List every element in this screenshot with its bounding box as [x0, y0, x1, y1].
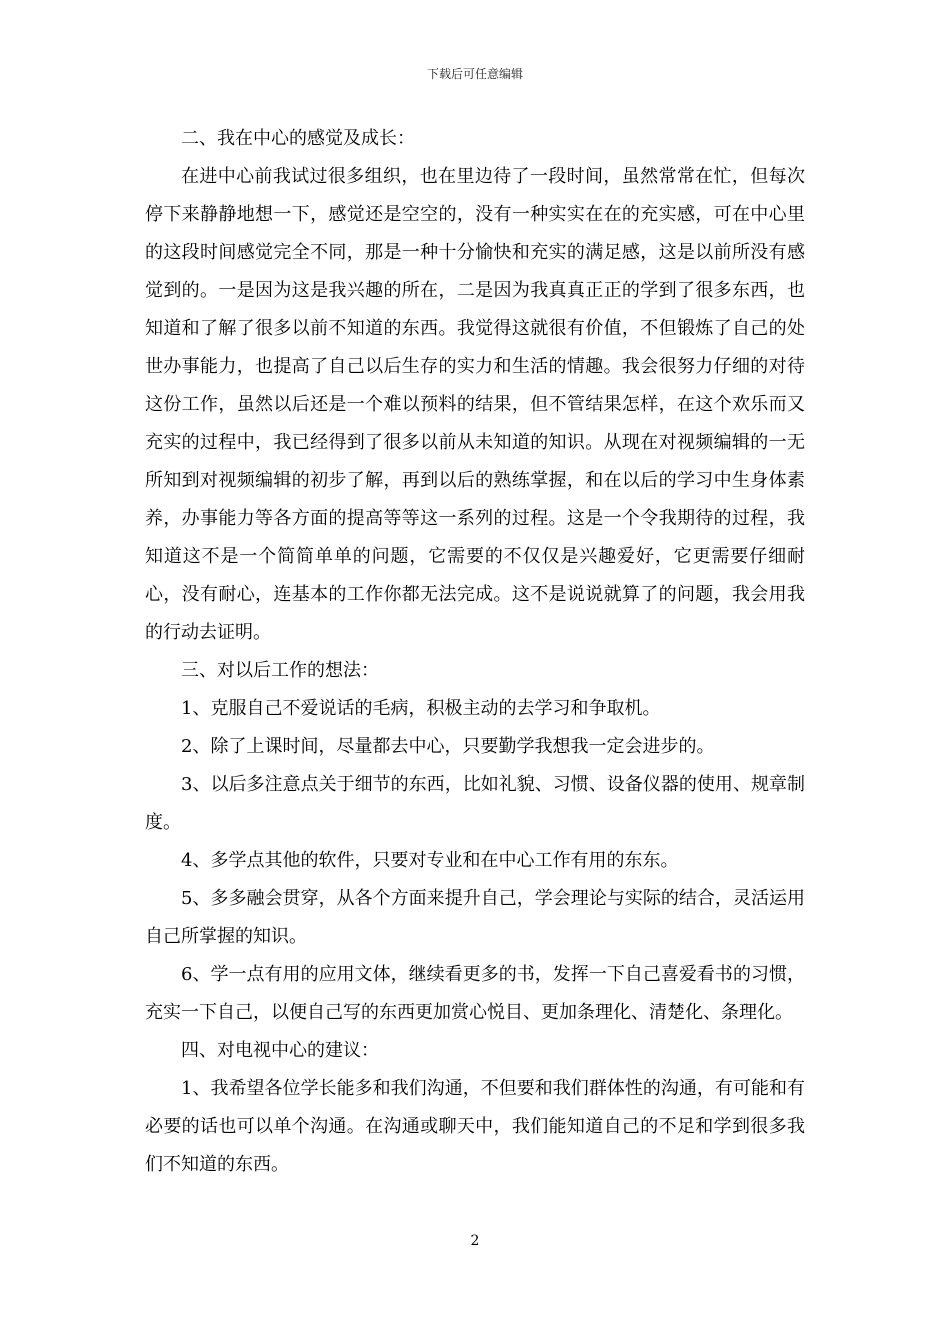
- list-item: 5、多多融会贯穿，从各个方面来提升自己，学会理论与实际的结合，灵活运用自己所掌握的知识。: [145, 888, 805, 947]
- list-item: 1、克服自己不爱说话的毛病，积极主动的去学习和争取机。: [181, 698, 661, 719]
- body-paragraph: 在进中心前我试过很多组织，也在里边待了一段时间，虽然常常在忙，但每次停下来静静地想一下，感觉还是空空的，没有一种实实在在的充实感，可在中心里的这段时间感觉完全不同，那是一种十分愉快和充实的满足感，这是以前所没有感觉到的。一是因为这是我兴趣的所在，二是因为我真真正正的学到了很多东西，也知道和了解了很多以前不知道的东西。我觉得这就很有价值，不但锻炼了自己的处世办事能力，也提高了自己以后生存的实力和生活的情趣。我会很努力仔细的对待这份工作，虽然以后还是一个难以预料的结果，但不管结果怎样，在这个欢乐而又充实的过程中，我已经得到了很多以前从未知道的知识。从现在对视频编辑的一无所知到对视频编辑的初步了解，再到以后的熟练掌握，和在以后的学习中生身体素养，办事能力等各方面的提高等等这一系列的过程。这是一个令我期待的过程，我知道这不是一个简简单单的问题，它需要的不仅仅是兴趣爱好，它更需要仔细耐心，没有耐心，连基本的工作你都无法完成。这不是说说就算了的问题，我会用我的行动去证明。: [145, 166, 805, 643]
- list-item: 2、除了上课时间，尽量都去中心，只要勤学我想我一定会进步的。: [181, 736, 715, 757]
- section-heading: 二、我在中心的感觉及成长：: [181, 128, 415, 149]
- page-number: 2: [470, 1233, 480, 1249]
- list-item: 4、多学点其他的软件，只要对专业和在中心工作有用的东东。: [181, 850, 679, 871]
- section-heading: 三、对以后工作的想法：: [181, 660, 379, 681]
- section-heading: 四、对电视中心的建议：: [181, 1040, 379, 1061]
- page-header: 下载后可任意编辑: [426, 67, 523, 81]
- list-item: 3、以后多注意点关于细节的东西，比如礼貌、习惯、设备仪器的使用、规章制度。: [145, 774, 805, 833]
- list-item: 1、我希望各位学长能多和我们沟通，不但要和我们群体性的沟通，有可能和有必要的话也可以单个沟通。在沟通或聊天中，我们能知道自己的不足和学到很多我们不知道的东西。: [145, 1078, 805, 1175]
- document-body: [145, 120, 805, 1184]
- list-item: 6、学一点有用的应用文体，继续看更多的书，发挥一下自己喜爱看书的习惯，充实一下自己，以便自己写的东西更加赏心悦目、更加条理化、清楚化、条理化。: [145, 964, 805, 1023]
